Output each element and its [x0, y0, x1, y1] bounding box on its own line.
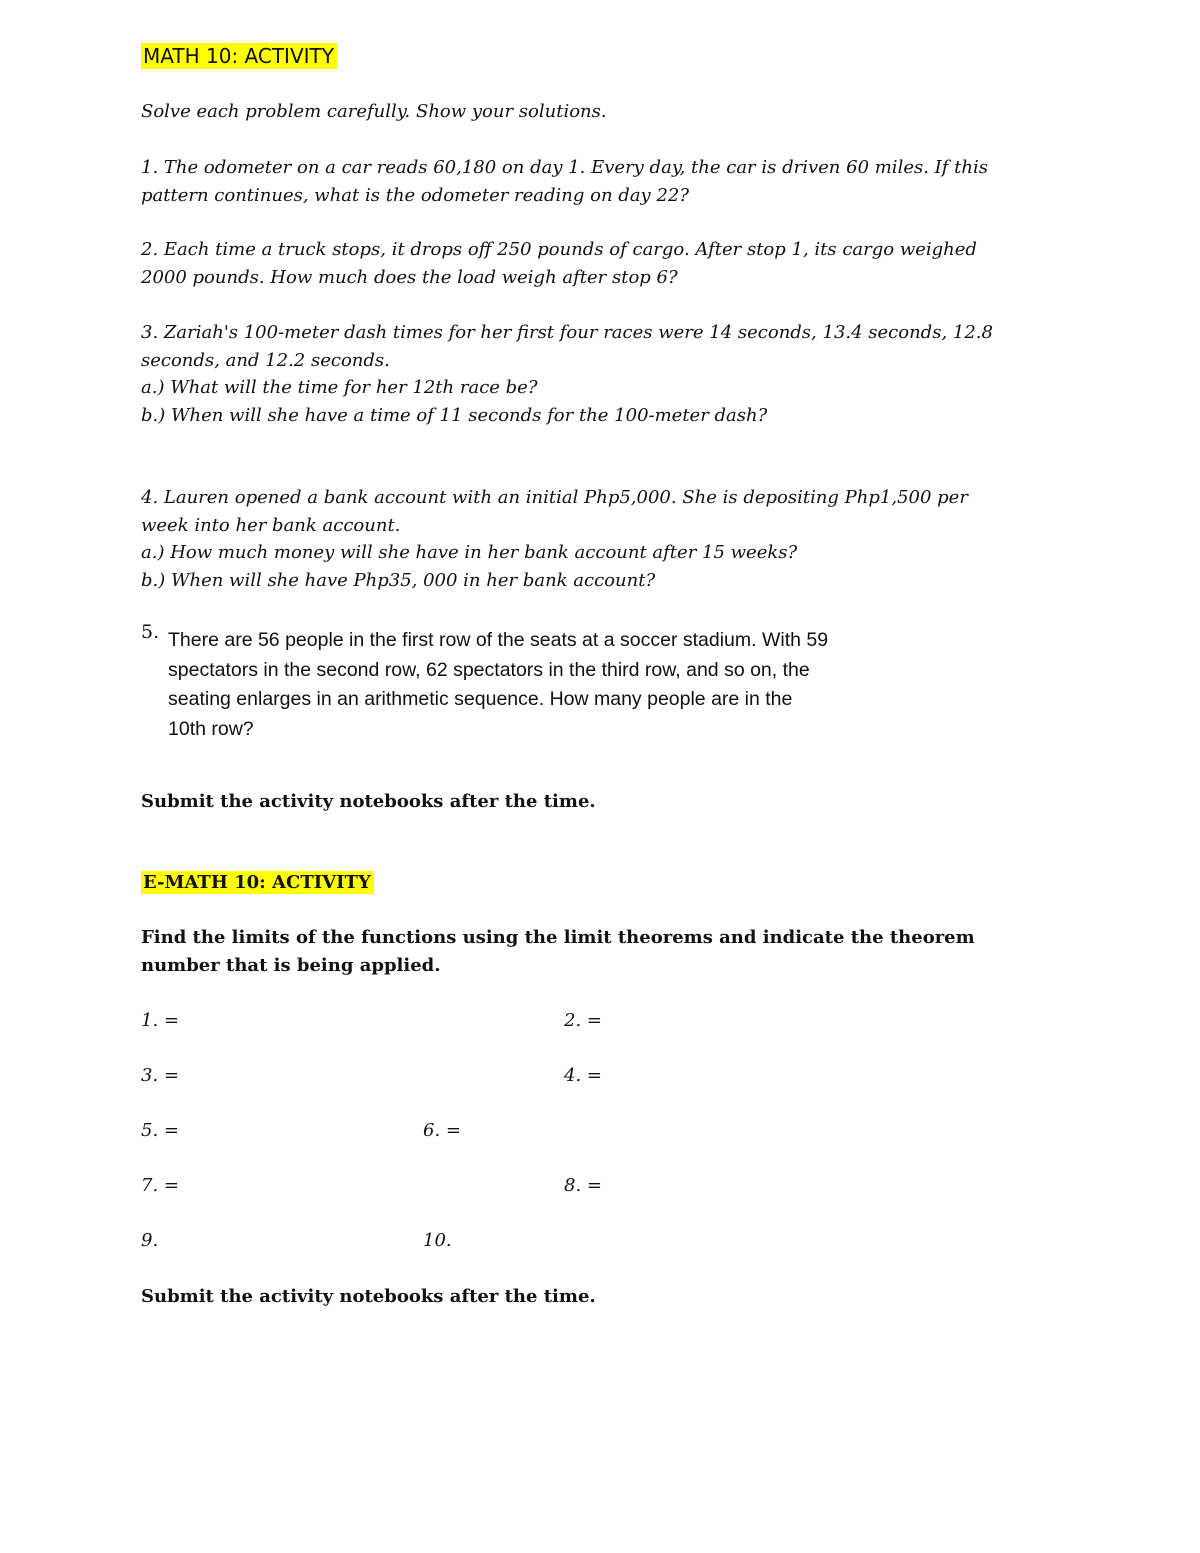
- math10-instructions: Solve each problem carefully. Show your solutions.: [141, 101, 607, 122]
- problem-3-part-b: b.) When will she have a time of 11 seconds for the 100-meter dash?: [141, 404, 768, 426]
- problem-4-part-a: a.) How much money will she have in her bank account after 15 weeks?: [141, 542, 798, 563]
- emath10-instructions: [141, 924, 975, 980]
- math10-submit-note: Submit the activity notebooks after the time.: [141, 791, 596, 812]
- problem-5-line-3: seating enlarges in an arithmetic sequence. How many people are in the: [168, 688, 793, 710]
- problem-4-part-b: b.) When will she have Php35, 000 in her bank account?: [141, 569, 656, 591]
- problem-4-line-1: 4. Lauren opened a bank account with an initial Php5,000. She is depositing Php1,500 per: [141, 487, 968, 508]
- emath10-instructions-line-1: Find the limits of the functions using the limit theorems and indicate the theorem: [141, 927, 975, 948]
- problem-1: [141, 154, 988, 209]
- limit-item-9: 9.: [141, 1230, 159, 1251]
- emath10-instructions-line-2: number that is being applied.: [141, 955, 441, 976]
- problem-3-line-2: seconds, and 12.2 seconds.: [141, 349, 390, 371]
- problem-5-line-4: 10th row?: [168, 717, 254, 740]
- limit-item-7: 7. =: [141, 1175, 179, 1196]
- problem-5-number: 5.: [141, 621, 160, 643]
- limit-item-10: 10.: [423, 1230, 452, 1251]
- problem-2-line-2: 2000 pounds. How much does the load weigh after stop 6?: [141, 266, 678, 288]
- emath10-submit-note: Submit the activity notebooks after the time.: [141, 1286, 596, 1307]
- problem-1-line-1: 1. The odometer on a car reads 60,180 on day 1. Every day, the car is driven 60 miles. If this: [141, 157, 988, 178]
- math10-title: MATH 10: ACTIVITY: [141, 44, 337, 68]
- limit-item-3: 3. =: [141, 1065, 179, 1086]
- problem-1-line-2: pattern continues, what is the odometer reading on day 22?: [141, 184, 689, 206]
- problem-5: [168, 626, 828, 744]
- limit-item-1: 1. =: [141, 1010, 179, 1031]
- limit-item-6: 6. =: [423, 1120, 461, 1141]
- problem-3: [141, 319, 993, 429]
- limit-item-2: 2. =: [564, 1010, 602, 1031]
- problem-4-line-2: week into her bank account.: [141, 514, 401, 536]
- limit-item-4: 4. =: [564, 1065, 602, 1086]
- problem-3-part-a: a.) What will the time for her 12th race be?: [141, 377, 538, 398]
- problem-4: [141, 484, 968, 594]
- emath10-title: E-MATH 10: ACTIVITY: [141, 869, 374, 897]
- limit-item-5: 5. =: [141, 1120, 179, 1141]
- limit-item-8: 8. =: [564, 1175, 602, 1196]
- problem-2-line-1: 2. Each time a truck stops, it drops off 250 pounds of cargo. After stop 1, its cargo weighed: [141, 239, 977, 260]
- problem-2: [141, 236, 977, 291]
- problem-5-line-1: There are 56 people in the first row of the seats at a soccer stadium. With 59: [168, 629, 829, 651]
- problem-3-line-1: 3. Zariah's 100-meter dash times for her first four races were 14 seconds, 13.4 seconds, 12.8: [141, 322, 993, 343]
- problem-5-line-2: spectators in the second row, 62 spectators in the third row, and so on, the: [168, 658, 810, 681]
